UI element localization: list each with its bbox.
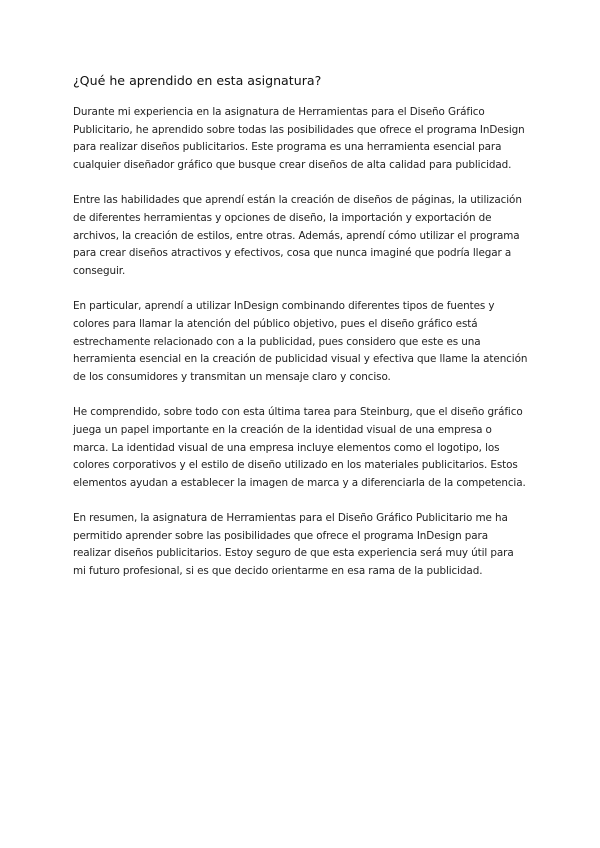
paragraph-1: Durante mi experiencia en la asignatura de Herramientas para el Diseño Gráfico Publicitario, he aprendido sobre todas las posibilidades que ofrece el programa InDesign para realizar diseños publicitarios. Este programa es una herramienta esencial para cualquier diseñador gráfico que busque crear diseños de alta calidad para publicidad. <box>73 106 525 171</box>
page-title: ¿Qué he aprendido en esta asignatura? <box>73 73 322 88</box>
paragraph-3: En particular, aprendí a utilizar InDesign combinando diferentes tipos de fuentes y colores para llamar la atención del público objetivo, pues el diseño gráfico está estrechamente relacionado con a la publicidad, pues considero que este es una herramienta esencial en la creación de publicidad visual y efectiva que llame la atención de los consumidores y transmitan un mensaje claro y conciso. <box>73 300 528 383</box>
paragraph-4: He comprendido, sobre todo con esta última tarea para Steinburg, que el diseño gráfico juega un papel importante en la creación de la identidad visual de una empresa o marca. La identidad visual de una empresa incluye elementos como el logotipo, los colores corporativos y el estilo de diseño utilizado en los materiales publicitarios. Estos elementos ayudan a establecer la imagen de marca y a diferenciarla de la competencia. <box>73 406 526 489</box>
paragraph-5: En resumen, la asignatura de Herramientas para el Diseño Gráfico Publicitario me ha permitido aprender sobre las posibilidades que ofrece el programa InDesign para realizar diseños publicitarios. Estoy seguro de que esta experiencia será muy útil para mi futuro profesional, si es que decido orientarme en esa rama de la publicidad. <box>73 512 514 578</box>
paragraph-2: Entre las habilidades que aprendí están la creación de diseños de páginas, la utilización de diferentes herramientas y opciones de diseño, la importación y exportación de archivos, la creación de estilos, entre otras. Además, aprendí cómo utilizar el programa para crear diseños atractivos y efectivos, cosa que nunca imaginé que podría llegar a conseguir. <box>73 194 522 277</box>
document-page <box>73 72 529 599</box>
